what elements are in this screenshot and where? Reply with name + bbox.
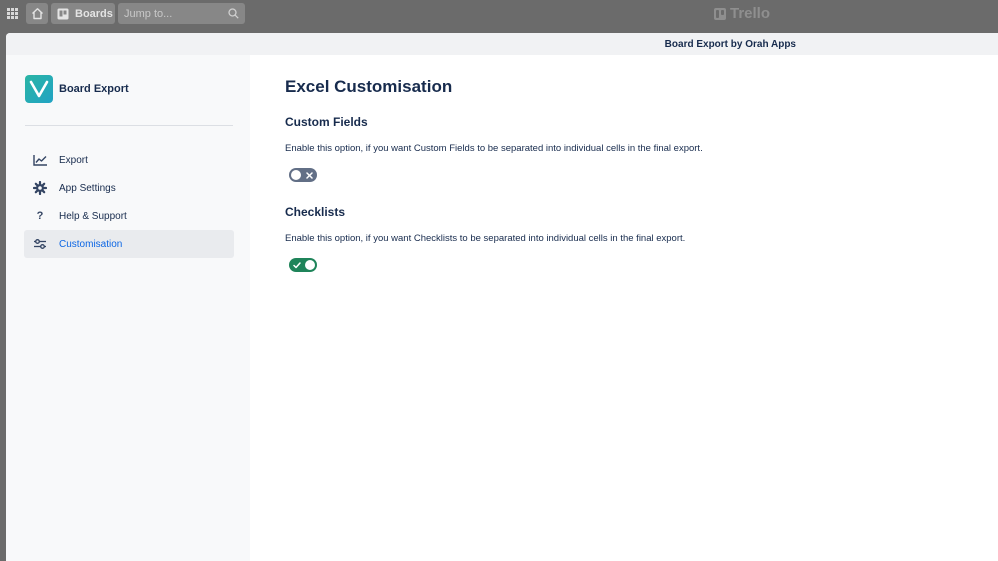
app-window	[6, 33, 998, 561]
board-icon	[57, 8, 69, 20]
search-placeholder: Jump to...	[124, 7, 173, 20]
search-icon	[228, 8, 239, 19]
boards-button[interactable]	[51, 3, 115, 24]
checklists-toggle[interactable]	[289, 258, 317, 272]
trello-header	[0, 0, 998, 27]
sidebar-divider	[25, 125, 233, 126]
trello-mark-icon	[714, 8, 726, 20]
window-header	[6, 33, 998, 55]
toggle-knob	[291, 170, 301, 180]
sidebar-nav	[24, 146, 234, 258]
checklists-description: Enable this option, if you want Checklists to be separated into individual cells in the final export.	[285, 233, 686, 244]
apps-switcher-button[interactable]	[3, 3, 22, 24]
brand	[25, 75, 129, 103]
sidebar-item-label: Export	[59, 154, 88, 166]
sidebar-item-help-support[interactable]	[24, 202, 234, 230]
gear-icon	[32, 180, 48, 196]
checklists-title: Checklists	[285, 205, 346, 219]
sidebar-item-customisation[interactable]	[24, 230, 234, 258]
sidebar-item-label: Customisation	[59, 238, 123, 250]
sidebar-item-label: App Settings	[59, 182, 116, 194]
question-icon: ?	[36, 210, 44, 222]
custom-fields-description: Enable this option, if you want Custom Fields to be separated into individual cells in the final export.	[285, 143, 703, 154]
sidebar-item-app-settings[interactable]	[24, 174, 234, 202]
check-icon	[292, 260, 302, 270]
sliders-icon	[32, 236, 48, 252]
home-button[interactable]	[26, 3, 48, 24]
brand-name: Board Export	[59, 83, 129, 95]
page-title: Excel Customisation	[285, 77, 453, 96]
sidebar	[6, 55, 250, 561]
sidebar-item-label: Help & Support	[59, 210, 127, 222]
toggle-knob	[305, 260, 315, 270]
jump-to-search[interactable]	[118, 3, 245, 24]
home-icon	[31, 7, 44, 20]
custom-fields-title: Custom Fields	[285, 115, 368, 129]
boards-label: Boards	[75, 7, 113, 20]
custom-fields-toggle[interactable]	[289, 168, 317, 182]
close-icon	[304, 170, 314, 180]
trello-logo[interactable]	[714, 5, 770, 22]
chart-line-icon	[32, 152, 48, 168]
grid-icon	[7, 8, 18, 19]
trello-logo-text: Trello	[730, 5, 771, 22]
window-title: Board Export by Orah Apps	[664, 38, 796, 50]
sidebar-item-export[interactable]	[24, 146, 234, 174]
board-export-logo-icon	[25, 75, 53, 103]
